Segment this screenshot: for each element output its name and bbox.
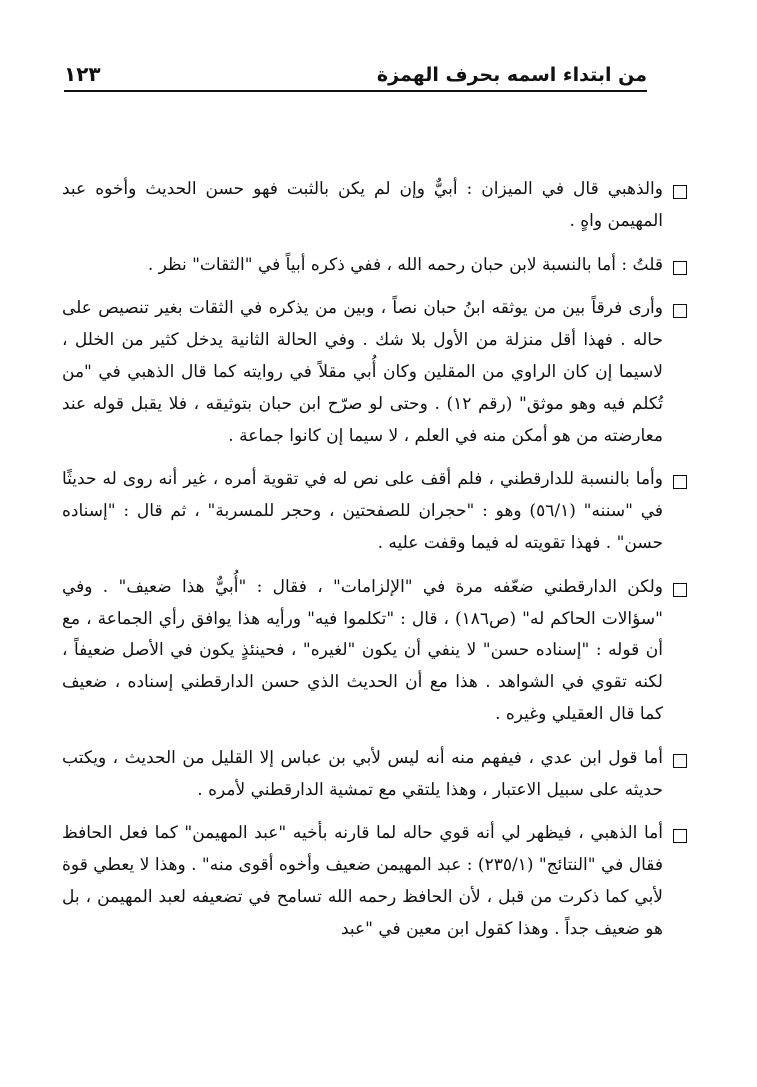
checkbox-bullet-icon	[673, 475, 687, 489]
paragraph	[62, 572, 687, 731]
page-body	[62, 174, 687, 958]
page-number: ١٢٣	[64, 62, 101, 86]
paragraph	[62, 174, 687, 238]
paragraph-text: والذهبي قال في الميزان : أبيٌّ وإن لم يكن بالثبت فهو حسن الحديث وأخوه عبد المهيمن واهٍ .	[62, 179, 663, 231]
paragraph-text: قلتُ : أما بالنسبة لابن حبان رحمه الله ، ففي ذكره أبياً في "الثقات" نظر .	[147, 254, 663, 275]
paragraph-text: أما الذهبي ، فيظهر لي أنه قوي حاله لما قارنه بأخيه "عبد المهيمن" كما فعل الحافظ فقال في "النتائج" (٢٣٥/١) : عبد المهيمن ضعيف وأخوه أقوى منه" . وهذا لا يعطي قوة لأبي كما ذكرت من قبل ، لأن الحافظ رحمه الله تسامح في تضعيفه لعبد المهيمن ، بل هو ضعيف جداً . وهذا كقول ابن معين في "عبد	[62, 823, 663, 939]
checkbox-bullet-icon	[673, 261, 687, 275]
paragraph	[62, 293, 687, 452]
paragraph-text: ولكن الدارقطني ضعّفه مرة في "الإلزامات" ، فقال : "أُبيٌّ هذا ضعيف" . وفي "سؤالات الحاكم له" (ص١٨٦) ، قال : "تكلموا فيه" ورأيه هذا يوافق رأي الجماعة ، مع أن قوله : "إسناده حسن" لا ينفي أن يكون "لغيره" ، فحينئذٍ يكون في الأصل ضعيفاً ، لكنه تقوي في الشواهد . هذا مع أن الحديث الذي حسن الدارقطني إسناده ، ضعيف كما قال العقيلي وغيره .	[62, 576, 663, 724]
checkbox-bullet-icon	[673, 185, 687, 199]
chapter-title: من ابتداء اسمه بحرف الهمزة	[376, 64, 647, 86]
paragraph	[62, 743, 687, 807]
paragraph	[62, 250, 687, 282]
running-header	[64, 56, 647, 86]
checkbox-bullet-icon	[673, 754, 687, 768]
header-rule	[64, 90, 647, 92]
checkbox-bullet-icon	[673, 829, 687, 843]
paragraph	[62, 818, 687, 945]
paragraph-text: وأما بالنسبة للدارقطني ، فلم أقف على نص له في تقوية أمره ، غير أنه روى له حديثًا في "سننه" (٥٦/١) وهو : "حجران للصفحتين ، وحجر للمسربة" ، ثم قال : "إسناده حسن" . فهذا تقويته له فيما وقفت عليه .	[62, 469, 663, 553]
paragraph	[62, 464, 687, 559]
paragraph-text: وأرى فرقاً بين من يوثقه ابنُ حبان نصاً ، وبين من يذكره في الثقات بغير تنصيص على حاله . فهذا أقل منزلة من الأول بلا شك . وفي الحالة الثانية يدخل كثير من الخلل ، لاسيما إن كان الراوي من المقلين وكان أُبي مقلاً في روايته كما قال الذهبي في "من تُكلم فيه وهو موثق" (رقم ١٢) . وحتى لو صرّح ابن حبان بتوثيقه ، فلا يقبل قوله عند معارضته من هو أمكن منه في العلم ، لا سيما إن كانوا جماعة .	[62, 298, 663, 446]
checkbox-bullet-icon	[673, 304, 687, 318]
paragraph-text: أما قول ابن عدي ، فيفهم منه أنه ليس لأبي بن عباس إلا القليل من الحديث ، ويكتب حديثه على سبيل الاعتبار ، وهذا يلتقي مع تمشية الدارقطني لأمره .	[62, 747, 663, 800]
checkbox-bullet-icon	[673, 583, 687, 597]
